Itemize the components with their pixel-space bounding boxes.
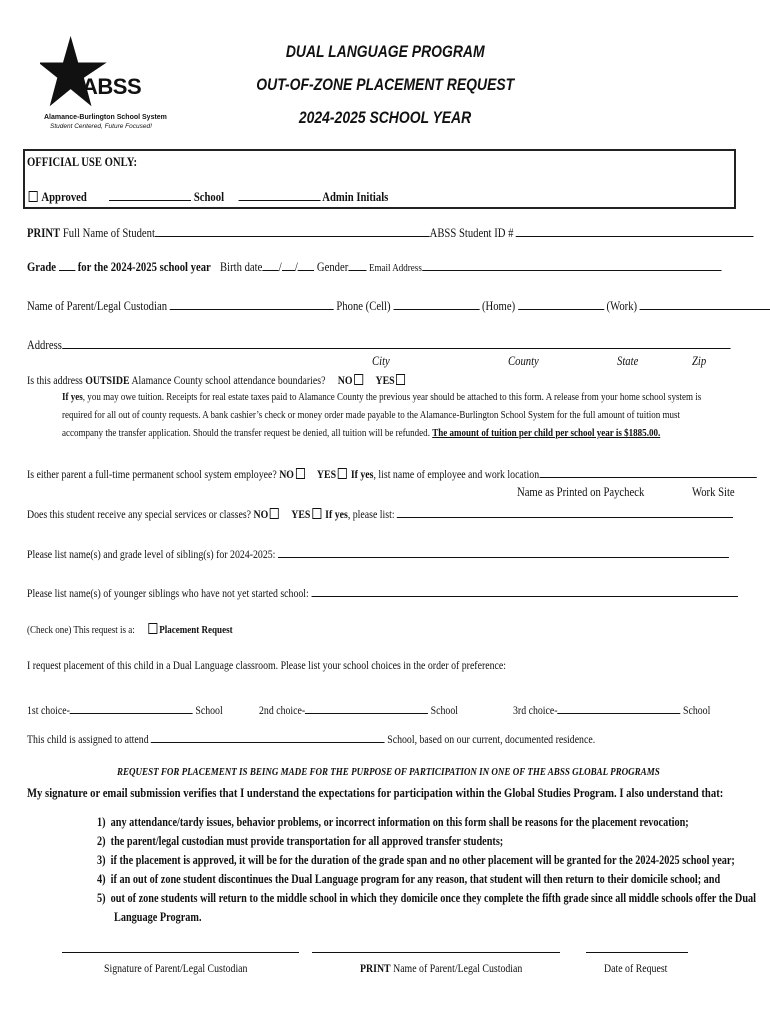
address-county-label: County [508, 353, 539, 368]
younger-siblings-field[interactable] [311, 584, 737, 597]
approved-checkbox[interactable] [29, 191, 38, 202]
services-no-checkbox[interactable] [270, 508, 279, 519]
student-name-row: PRINT Full Name of Student ABSS Student ID # [27, 224, 770, 241]
choice-2: 2nd choice- School [259, 703, 458, 717]
choice-1: 1st choice- School [27, 703, 223, 717]
purpose-statement: REQUEST FOR PLACEMENT IS BEING MADE FOR THE PURPOSE OF PARTICIPATION IN ONE OF THE ABSS GLOBAL PROGRAMS [117, 766, 660, 778]
print-name-line[interactable] [312, 952, 560, 953]
assigned-school-row: This child is assigned to attend School, based on our current, documented residence. [27, 732, 596, 746]
email-field[interactable] [422, 258, 721, 271]
phone-home-field[interactable] [518, 297, 604, 310]
date-label: Date of Request [604, 961, 668, 975]
services-field[interactable] [397, 505, 733, 518]
official-use-title: OFFICIAL USE ONLY: [27, 154, 137, 169]
employee-location-field[interactable] [539, 465, 756, 478]
tuition-note-line3: accompany the transfer application. Should the transfer request be denied, all tuition will be refunded. The amount of tuition per child per school year is $1885.00. [62, 427, 661, 439]
tuition-amount: The amount of tuition per child per school year is $1885.00. [432, 427, 661, 439]
parent-row: Name of Parent/Legal Custodian Phone (Cell) (Home) (Work) [27, 297, 770, 314]
grade-row: Grade for the 2024-2025 school year Birth date / / Gender Email Address [27, 258, 770, 275]
assigned-school-field[interactable] [151, 730, 385, 743]
preference-instruction: I request placement of this child in a Dual Language classroom. Please list your school choices in the order of preference: [27, 658, 506, 672]
birth-year-field[interactable] [298, 258, 314, 271]
outside-yes-checkbox[interactable] [396, 374, 405, 385]
birth-month-field[interactable] [262, 258, 278, 271]
official-use-row [27, 188, 468, 205]
address-state-label: State [617, 353, 639, 368]
approved-label: Approved [41, 189, 87, 204]
phone-work-field[interactable] [640, 297, 770, 310]
employee-row: Is either parent a full-time permanent school system employee? NO YES If yes, list name of employee and work location [27, 465, 770, 482]
header-line-1: DUAL LANGUAGE PROGRAM [285, 42, 485, 61]
admin-initials-label: Admin Initials [322, 189, 389, 204]
student-id-field[interactable] [516, 224, 754, 237]
approved-school-line[interactable] [109, 188, 191, 201]
work-site-label: Work Site [692, 484, 735, 499]
list-item: 2) the parent/legal custodian must provide transportation for all approved transfer students; [97, 834, 504, 848]
list-item: 5) out of zone students will return to the middle school in which they domicile once they complete the fifth grade since all middle schools offer the Dual [97, 891, 757, 905]
signature-line[interactable] [62, 952, 299, 953]
admin-initials-line[interactable] [238, 188, 320, 201]
placement-request-checkbox[interactable] [149, 623, 158, 634]
choice-1-field[interactable] [70, 701, 193, 714]
grade-field[interactable] [59, 258, 75, 271]
address-city-label: City [372, 353, 390, 368]
gender-field[interactable] [348, 258, 366, 271]
tuition-note-line1: If yes, you may owe tuition. Receipts for real estate taxes paid to Alamance County the previous year should be attached to this form. A release from your home school system is [62, 391, 702, 403]
choice-3-field[interactable] [558, 701, 681, 714]
header-line-2: OUT-OF-ZONE PLACEMENT REQUEST [256, 75, 514, 94]
birth-day-field[interactable] [282, 258, 295, 271]
phone-cell-field[interactable] [393, 297, 479, 310]
employee-no-checkbox[interactable] [296, 468, 305, 479]
outside-no-checkbox[interactable] [354, 374, 363, 385]
choice-3: 3rd choice- School [513, 703, 711, 717]
date-line[interactable] [586, 952, 688, 953]
parent-name-field[interactable] [170, 297, 334, 310]
list-item: 4) if an out of zone student discontinues the Dual Language program for any reason, that student will then return to their domicile school; and [97, 872, 721, 886]
list-item: 3) if the placement is approved, it will be for the duration of the grade span and no other placement will be granted for the 2024-2025 school year; [97, 853, 735, 867]
logo-name: ABSS [82, 74, 142, 99]
services-yes-checkbox[interactable] [312, 508, 321, 519]
address-row: Address [27, 336, 770, 353]
print-name-label: PRINT Name of Parent/Legal Custodian [360, 961, 523, 975]
choice-2-field[interactable] [305, 701, 428, 714]
tuition-note-line2: required for all out of county requests. A bank cashier’s check or money order made payable to the Alamance-Burlington School System for the full amount of tuition must [62, 409, 681, 421]
list-item-continuation: Language Program. [114, 910, 202, 924]
address-field[interactable] [62, 336, 730, 349]
request-type-row: (Check one) This request is a: Placement Request [27, 624, 233, 636]
signature-label: Signature of Parent/Legal Custodian [104, 961, 248, 975]
services-row: Does this student receive any special services or classes? NO YES If yes, please list: [27, 505, 770, 522]
employee-yes-checkbox[interactable] [338, 468, 347, 479]
siblings-row: Please list name(s) and grade level of sibling(s) for 2024-2025: [27, 545, 770, 562]
signature-statement: My signature or email submission verifies that I understand the expectations for participation within the Global Studies Program. I also understand that: [27, 785, 724, 800]
school-label: School [193, 189, 225, 204]
younger-siblings-row: Please list name(s) of younger siblings who have not yet started school: [27, 584, 770, 601]
siblings-field[interactable] [278, 545, 729, 558]
logo-line2: Student Centered, Future Focused! [50, 123, 152, 130]
address-zip-label: Zip [692, 353, 707, 368]
header-line-3: 2024-2025 SCHOOL YEAR [298, 108, 472, 127]
name-on-paycheck-label: Name as Printed on Paycheck [517, 484, 645, 499]
student-name-field[interactable] [155, 224, 430, 237]
list-item: 1) any attendance/tardy issues, behavior problems, or incorrect information on this form shall be reasons for the placement revocation; [97, 815, 689, 829]
outside-question-row: Is this address OUTSIDE Alamance County school attendance boundaries? NO YES [27, 373, 490, 388]
logo-line1: Alamance-Burlington School System [44, 114, 167, 121]
